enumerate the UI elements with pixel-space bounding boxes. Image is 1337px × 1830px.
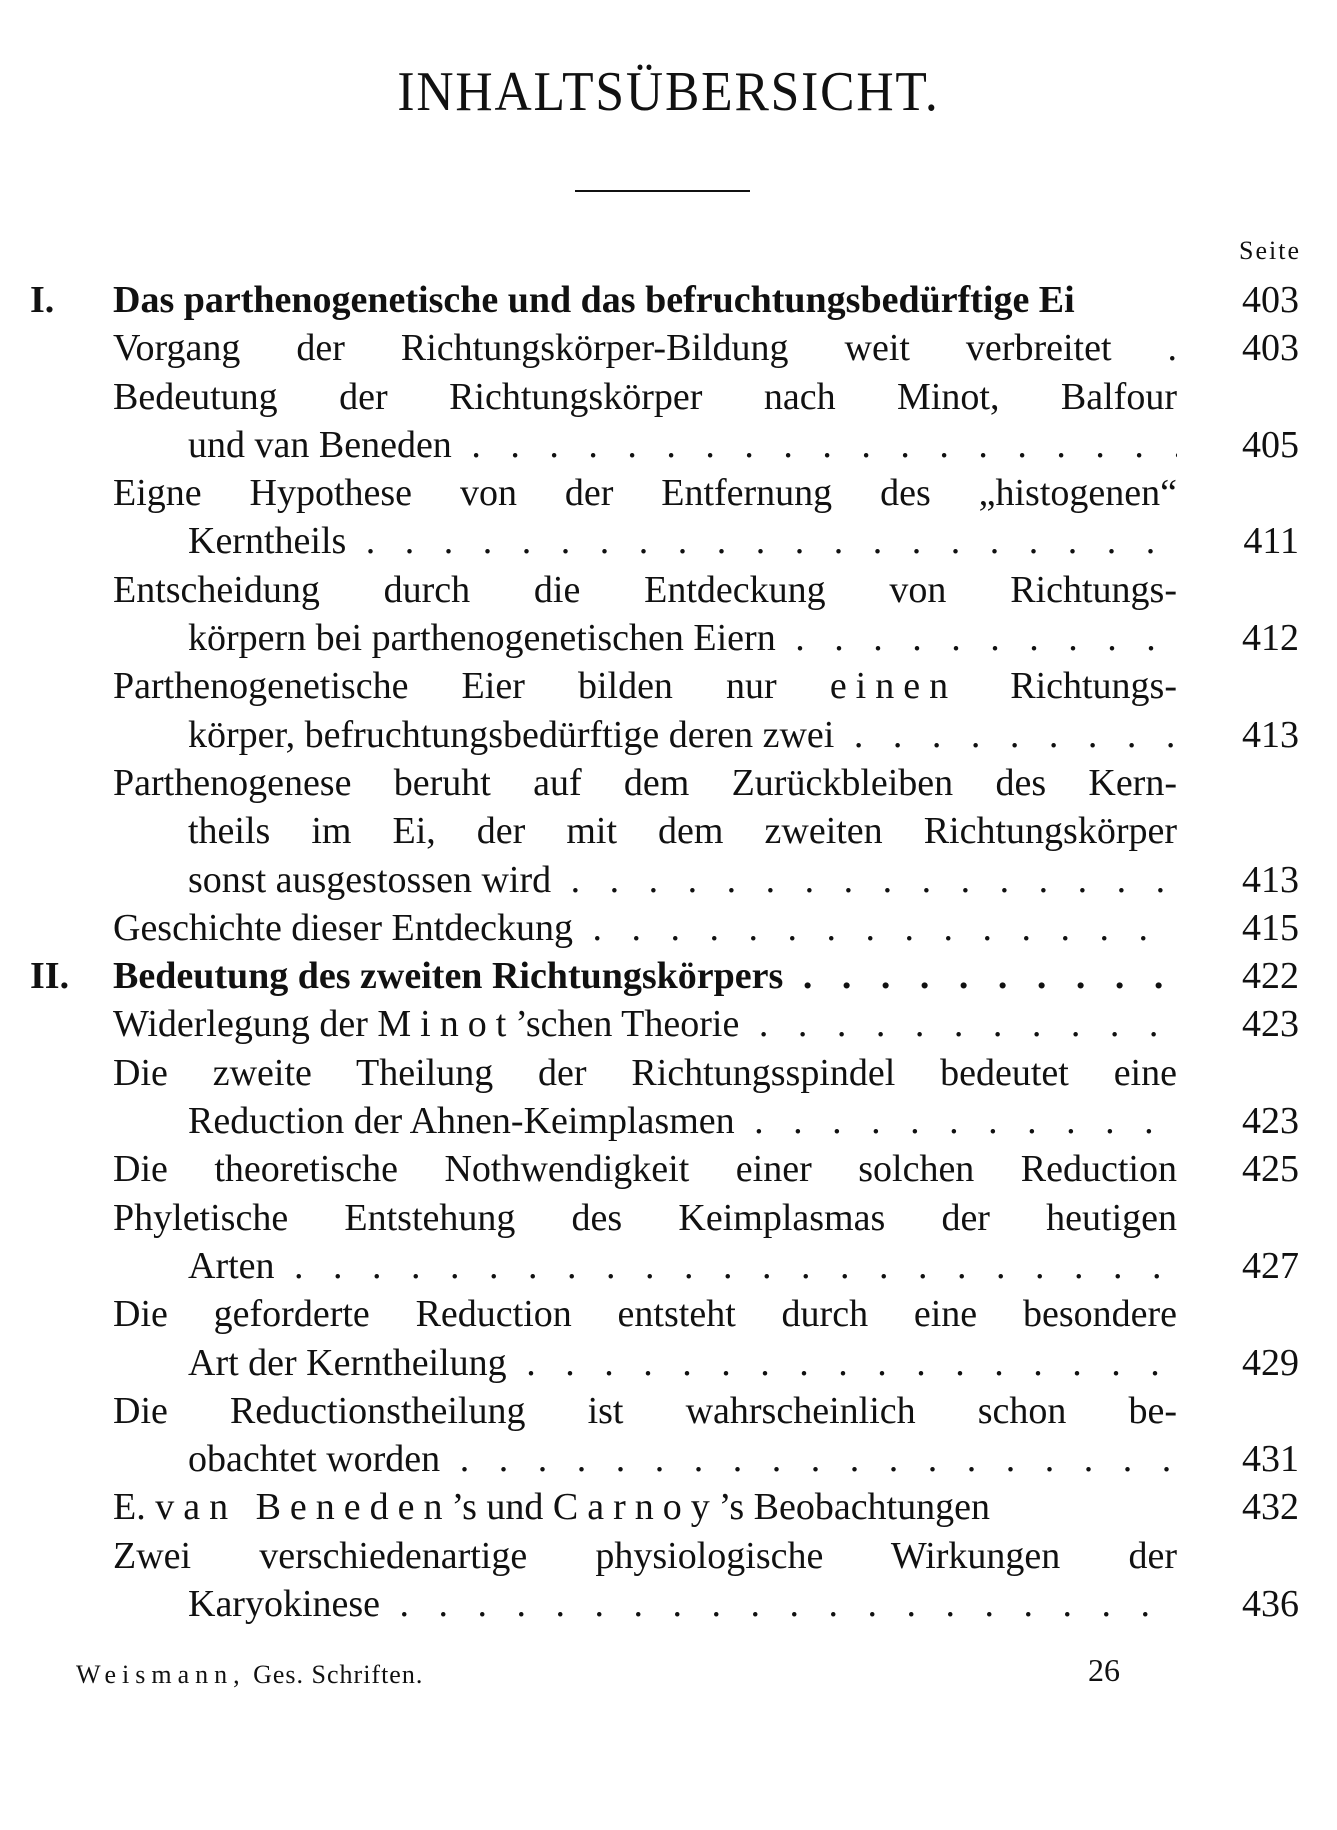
text-part: Parthenogenetische Eier bilden nur <box>113 665 830 708</box>
toc-entry-text: körpern bei parthenogenetischen Eiern . . . <box>188 614 1177 662</box>
page-column-label: Seite <box>1239 236 1301 265</box>
footer-work: Ges. Schriften. <box>253 1660 424 1689</box>
emphasized-word: Carnoy <box>552 1486 719 1529</box>
toc-entry <box>0 276 1337 324</box>
toc-entry <box>0 807 1337 855</box>
toc-page-number: 413 <box>1242 858 1299 901</box>
toc-entry <box>0 662 1337 710</box>
toc-entry <box>0 904 1337 952</box>
toc-entry-text: Das parthenogenetische und das befruchtungsbedürftige Ei <box>113 279 1075 321</box>
toc-entry <box>0 1194 1337 1242</box>
toc-entry <box>0 1290 1337 1338</box>
toc-entry <box>0 1435 1337 1483</box>
toc-entry-text: Reduction der Ahnen-Keimplasmen . . . <box>188 1097 1177 1145</box>
signature-mark: 26 <box>1088 1652 1120 1688</box>
toc-page-number: 403 <box>1242 327 1299 370</box>
toc-entry-text: Arten . . . <box>188 1242 1177 1290</box>
toc-entry-text: Entscheidung durch die Entdeckung von Richtungs- <box>113 568 1177 611</box>
toc-entry-text: Geschichte dieser Entdeckung . . . <box>113 904 1177 952</box>
toc-entry-text: Art der Kerntheilung . . . <box>188 1339 1177 1387</box>
section-number: II. <box>30 955 70 998</box>
toc-page-number: 425 <box>1242 1148 1299 1191</box>
toc-entry-text <box>113 1000 1177 1048</box>
toc-entry-text: Phyletische Entstehung des Keimplasmas der heutigen <box>113 1196 1177 1239</box>
text-part: ’schen Theorie <box>515 1003 740 1046</box>
toc-entry-text: Die zweite Theilung der Richtungsspindel bedeutet eine <box>113 1051 1177 1094</box>
toc-entry <box>0 952 1337 1000</box>
toc-entry <box>0 1580 1337 1628</box>
toc-entry <box>0 1000 1337 1048</box>
toc-entry-text: theils im Ei, der mit dem zweiten Richtungskörper <box>188 810 1177 853</box>
toc-page-number: 429 <box>1242 1341 1299 1384</box>
toc-entry <box>0 1242 1337 1290</box>
toc-entry <box>0 1387 1337 1435</box>
emphasized-word: Minot <box>377 1003 516 1046</box>
toc-page-number: 405 <box>1242 423 1299 466</box>
toc-entry-text <box>113 1483 1177 1531</box>
table-of-contents <box>0 276 1337 1628</box>
text-part: ’s Beobachtungen <box>718 1486 990 1529</box>
toc-entry-text: Parthenogenese beruht auf dem Zurückbleiben des Kern- <box>113 761 1177 804</box>
toc-entry-text: obachtet worden . . . <box>188 1435 1177 1483</box>
toc-entry <box>0 517 1337 565</box>
toc-entry-text: Bedeutung der Richtungskörper nach Minot, Balfour <box>113 375 1177 418</box>
toc-page-number: 427 <box>1242 1244 1299 1287</box>
toc-entry-text: sonst ausgestossen wird . . . <box>188 856 1177 904</box>
toc-entry-text: Zwei verschiedenartige physiologische Wirkungen der <box>113 1534 1177 1577</box>
emphasized-word: van Beneden <box>155 1486 452 1529</box>
toc-entry <box>0 711 1337 759</box>
toc-page-number: 432 <box>1242 1486 1299 1529</box>
text-part: Richtungs- <box>957 665 1177 708</box>
toc-entry <box>0 856 1337 904</box>
toc-entry-text: Bedeutung des zweiten Richtungskörpers . . . <box>113 952 1177 1000</box>
toc-entry-text: Eigne Hypothese von der Entfernung des „histogenen“ <box>113 472 1177 515</box>
toc-entry-text: und van Beneden . . . <box>188 421 1177 469</box>
toc-entry <box>0 1049 1337 1097</box>
toc-entry <box>0 566 1337 614</box>
toc-entry <box>0 1145 1337 1193</box>
toc-entry-text: Die geforderte Reduction entsteht durch eine besondere <box>113 1293 1177 1336</box>
emphasized-word: einen <box>829 665 958 708</box>
text-part: Widerlegung der <box>113 1003 378 1046</box>
title-rule <box>575 190 750 192</box>
toc-entry <box>0 1532 1337 1580</box>
toc-entry <box>0 469 1337 517</box>
toc-entry-text: Kerntheils . . . <box>188 517 1177 565</box>
toc-entry-text: Die Reductionstheilung ist wahrscheinlich schon be- <box>113 1389 1177 1432</box>
toc-entry <box>0 373 1337 421</box>
text-part: ’s und <box>451 1486 553 1529</box>
footer-line <box>76 1660 423 1690</box>
toc-page-number: 413 <box>1242 713 1299 756</box>
toc-entry-text: Vorgang der Richtungskörper-Bildung weit verbreitet . <box>113 327 1177 370</box>
toc-entry <box>0 1483 1337 1531</box>
toc-page-number: 423 <box>1242 1003 1299 1046</box>
toc-page-number: 422 <box>1242 955 1299 998</box>
toc-page-number: 436 <box>1242 1583 1299 1626</box>
toc-entry-text: Karyokinese . . . <box>188 1580 1177 1628</box>
toc-page-number: 431 <box>1242 1438 1299 1481</box>
toc-page-number: 412 <box>1242 617 1299 660</box>
toc-entry <box>0 759 1337 807</box>
page-title: INHALTSÜBERSICHT. <box>397 61 940 123</box>
toc-entry <box>0 324 1337 372</box>
toc-entry-text: körper, befruchtungsbedürftige deren zwei . . . <box>188 711 1177 759</box>
toc-entry <box>0 421 1337 469</box>
footer-author: Weismann, <box>76 1660 246 1689</box>
section-number: I. <box>30 279 55 321</box>
toc-entry <box>0 1097 1337 1145</box>
toc-entry <box>0 614 1337 662</box>
toc-page-number: 415 <box>1242 906 1299 949</box>
toc-entry-text <box>113 662 1177 710</box>
toc-entry <box>0 1339 1337 1387</box>
toc-page-number: 411 <box>1243 520 1299 563</box>
text-part: E. <box>113 1486 156 1529</box>
toc-page-number: 403 <box>1242 279 1299 321</box>
toc-entry-text: Die theoretische Nothwendigkeit einer solchen Reduction <box>113 1148 1177 1191</box>
toc-page-number: 423 <box>1242 1100 1299 1143</box>
